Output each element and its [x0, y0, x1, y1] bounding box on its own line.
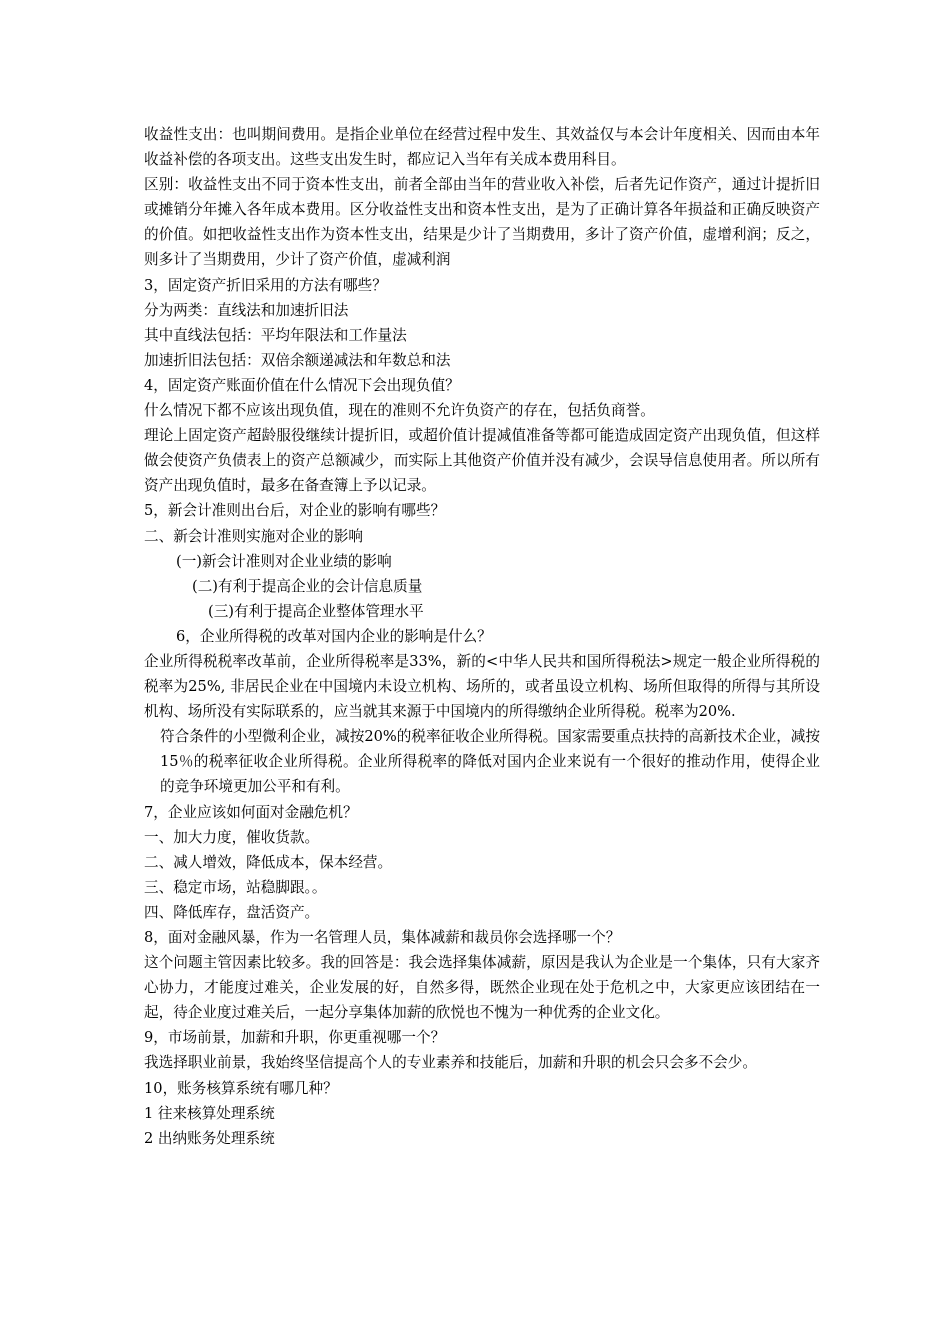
list-item: 一、加大力度，催收货款。 — [144, 828, 320, 846]
list-item: 四、降低库存，盘活资产。 — [144, 903, 320, 921]
answer-line: 分为两类：直线法和加速折旧法 — [144, 301, 349, 319]
question-7: 7，企业应该如何面对金融危机？ — [144, 803, 358, 821]
question-10: 10，账务核算系统有哪几种？ — [144, 1079, 338, 1097]
question-8: 8，面对金融风暴，作为一名管理人员，集体减薪和裁员你会选择哪一个？ — [144, 929, 621, 946]
paragraph-difference: 区别：收益性支出不同于资本性支出，前者全部由当年的营业收入补偿，后者先记作资产，通过计提折旧或摊销分年摊入各年成本费用。区分收益性支出和资本性支出，是为了正确计算各年损益和正确反映资产的价值。如把收益性支出作为资本性支出，结果是少计了当期费用，多计了资产价值，虚增利润；反之，则多计了当期费用，少计了资产价值，虚减利润 — [144, 176, 820, 269]
paragraph-revenue-expenditure: 收益性支出：也叫期间费用。是指企业单位在经营过程中发生、其效益仅与本会计年度相关、因而由本年收益补偿的各项支出。这些支出发生时，都应记入当年有关成本费用科目。 — [144, 126, 820, 169]
answer-paragraph: 符合条件的小型微利企业，减按20%的税率征收企业所得税。国家需要重点扶持的高新技术企业，减按15％的税率征收企业所得税。企业所得税率的降低对国内企业来说有一个很好的推动作用，使得企业的竞争环境更加公平和有利。 — [160, 728, 820, 796]
answer-paragraph: 理论上固定资产超龄服役继续计提折旧，或超价值计提减值准备等都可能造成固定资产出现负值，但这样做会使资产负债表上的资产总额减少，而实际上其他资产价值并没有减少，会误导信息使用者。所以所有资产出现负值时，最多在备查簿上予以记录。 — [144, 427, 820, 495]
question-6: 6，企业所得税的改革对国内企业的影响是什么？ — [176, 627, 492, 645]
list-item: 1 往来核算处理系统 — [144, 1104, 275, 1122]
list-item: 二、减人增效，降低成本，保本经营。 — [144, 853, 393, 871]
question-4: 4，固定资产账面价值在什么情况下会出现负值？ — [144, 376, 460, 394]
list-item: 2 出纳账务处理系统 — [144, 1129, 275, 1147]
answer-line: 加速折旧法包括：双倍余额递减法和年数总和法 — [144, 351, 451, 369]
answer-line: 其中直线法包括：平均年限法和工作量法 — [144, 326, 407, 344]
answer-paragraph: 企业所得税税率改革前，企业所得税率是33%，新的<中华人民共和国所得税法>规定一般企业所得税的税率为25%, 非居民企业在中国境内未设立机构、场所的，或者虽设立机构、场所但取得的所得与其所设机构、场所没有实际联系的，应当就其来源于中国境内的所得缴纳企业所得税。税率为20%. — [144, 652, 820, 721]
question-5: 5，新会计准则出台后，对企业的影响有哪些？ — [144, 502, 446, 520]
answer-paragraph: 我选择职业前景，我始终坚信提高个人的专业素养和技能后，加薪和升职的机会只会多不会少。 — [144, 1054, 757, 1072]
subsection-item: (三)有利于提高企业整体管理水平 — [208, 602, 424, 620]
section-heading: 二、新会计准则实施对企业的影响 — [144, 527, 363, 545]
subsection-item: (二)有利于提高企业的会计信息质量 — [192, 577, 423, 595]
question-9: 9，市场前景，加薪和升职，你更重视哪一个？ — [144, 1029, 446, 1047]
answer-line: 什么情况下都不应该出现负值，现在的准则不允许负资产的存在，包括负商誉。 — [144, 402, 655, 420]
document-body — [144, 122, 820, 1151]
answer-paragraph: 这个问题主管因素比较多。我的回答是：我会选择集体减薪，原因是我认为企业是一个集体，只有大家齐心协力，才能度过难关，企业发展的好，自然多得，既然企业现在处于危机之中，大家更应该团结在一起，待企业度过难关后，一起分享集体加薪的欣悦也不愧为一种优秀的企业文化。 — [144, 954, 820, 1022]
list-item: 三、稳定市场，站稳脚跟。。 — [144, 878, 327, 896]
subsection-item: (一)新会计准则对企业业绩的影响 — [176, 552, 392, 570]
question-3: 3，固定资产折旧采用的方法有哪些？ — [144, 276, 387, 294]
